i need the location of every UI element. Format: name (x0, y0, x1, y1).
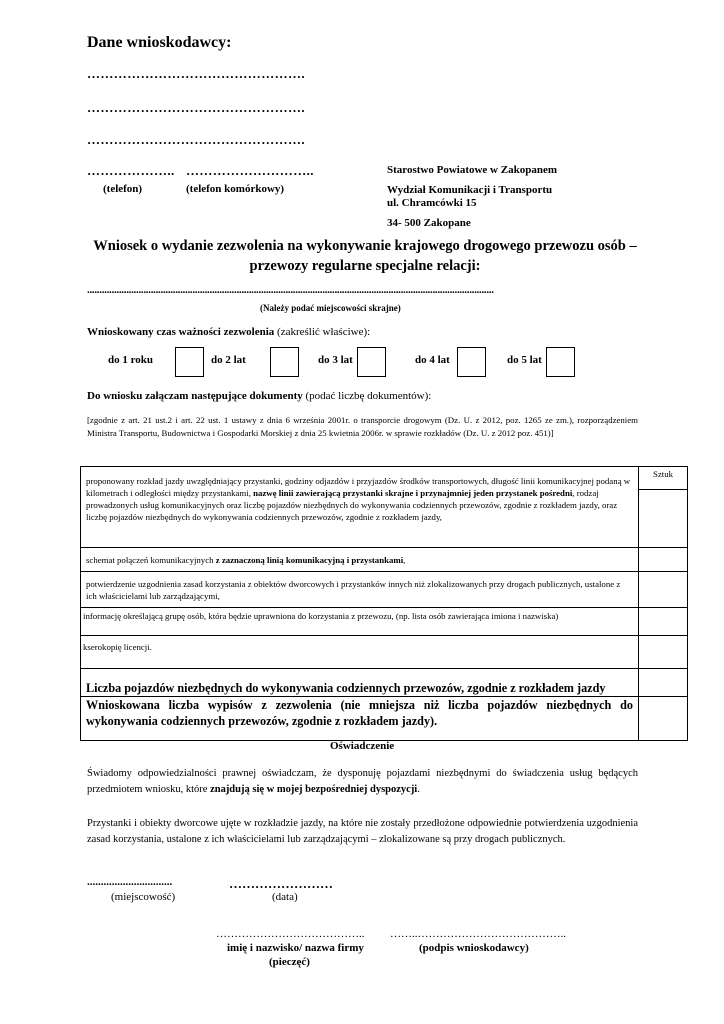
attachments-label (87, 390, 431, 402)
option-label-4: do 4 lat (415, 354, 450, 366)
date-field[interactable]: …………………… (229, 876, 333, 891)
name-label: imię i nazwisko/ nazwa firmy (227, 942, 364, 954)
mobile-label: (telefon komórkowy) (186, 183, 285, 195)
stamp-label: (pieczęć) (269, 956, 310, 968)
recipient-department: Wydział Komunikacji i Transportu (387, 184, 553, 196)
validity-label-bold: Wnioskowany czas ważności zezwolenia (87, 326, 275, 338)
signature-label: (podpis wnioskodawcy) (419, 942, 529, 954)
statement-p1-b: znajdują się w mojej bezpośredniej dyspozycji (210, 784, 418, 795)
doc-row-stations: potwierdzenie uzgodnienia zasad korzystania z obiektów dworcowych i przystanków innych niż zlokalizowanych przy drogach publicznych, ustalone z ich właścicielami lub zarządzającymi, (81, 572, 639, 608)
option-label-5: do 5 lat (507, 354, 542, 366)
document-title: Wniosek o wydanie zezwolenia na wykonywanie krajowego drogowego przewozu osób – przewozy regularne specjalne relacji: (93, 238, 637, 274)
statement-paragraph-2: Przystanki i obiekty dworcowe ujęte w rozkładzie jazdy, na które nie zostały przedłożone odpowiednie potwierdzenia uzgodnienia zasad korzystania, ustalone z ich właścicielami lub zarządzającymi – zlokalizowane są przy drogach publicznych. (87, 818, 638, 845)
checkbox-1-year[interactable] (175, 347, 204, 377)
doc-row-schedule-b: nazwę linii zawierającą przystanki skrajne i przynajmniej jeden przystanek pośredni (253, 488, 573, 498)
phone-field[interactable]: ……………….. (87, 163, 175, 178)
doc-row-scheme-a: schemat połączeń komunikacyjnych (86, 555, 216, 565)
validity-label-rest: (zakreślić właściwe): (274, 326, 371, 338)
doc-row-scheme-b: z zaznaczoną linią komunikacyjną i przystankami (215, 555, 404, 565)
validity-label (87, 326, 370, 338)
doc-row-schedule (81, 467, 639, 548)
statement-p1-c: . (417, 784, 420, 795)
vehicle-count-cell[interactable] (639, 669, 688, 697)
attachments-label-rest: (podać liczbę dokumentów): (302, 390, 432, 402)
doc-row-license: kserokopię licencji. (81, 636, 639, 669)
applicant-heading: Dane wnioskodawcy: (87, 34, 232, 51)
extracts-count-row: Wnioskowana liczba wypisów z zezwolenia (nie mniejsza niż liczba pojazdów niezbędnych do wykonywania codziennych przewozów, zgodnie z rozkładem jazdy). (81, 697, 639, 741)
vehicle-count-row: Liczba pojazdów niezbędnych do wykonywania codziennych przewozów, zgodnie z rozkładem jazdy (81, 669, 639, 697)
place-label: (miejscowość) (111, 891, 176, 903)
count-cell-license[interactable] (639, 636, 688, 669)
extracts-count-cell[interactable] (639, 697, 688, 741)
count-header: Sztuk (639, 467, 687, 490)
applicant-line-1[interactable]: …………………………………………. (87, 66, 306, 81)
checkbox-3-years[interactable] (357, 347, 386, 377)
applicant-line-2[interactable]: …………………………………………. (87, 100, 306, 115)
count-cell-scheme[interactable] (639, 548, 688, 572)
mobile-field[interactable]: ……………………….. (186, 163, 314, 178)
place-field[interactable]: ............................... (87, 876, 173, 888)
applicant-line-3[interactable]: …………………………………………. (87, 132, 306, 147)
count-cell-schedule[interactable] (639, 467, 688, 548)
recipient-city: 34- 500 Zakopane (387, 217, 471, 229)
legal-basis: [zgodnie z art. 21 ust.2 i art. 22 ust. 1 ustawy z dnia 6 września 2001r. o transporcie drogowym (Dz. U. z 2012, poz. 1265 ze zm.), rozporządzeniem Ministra Transportu, Budownictwa i Gospodarki Morskiej z dnia 25 kwietnia 2006r. w sprawie rozkładów (Dz. U. z 2012 poz. 451)] (87, 415, 638, 438)
statement-heading: Oświadczenie (330, 740, 395, 752)
option-label-2: do 2 lat (211, 354, 246, 366)
documents-table (80, 466, 688, 741)
doc-row-schedule-a: proponowany rozkład jazdy uwzględniający przystanki, godziny odjazdów i przyjazdów środków transportowych, długość linii komunikacyjnej podaną w kilometrach i odległości między przystankami, (86, 476, 631, 498)
doc-row-scheme-c: , (403, 555, 406, 565)
count-cell-stations[interactable] (639, 572, 688, 608)
option-label-3: do 3 lat (318, 354, 353, 366)
statement-p1-a: Świadomy odpowiedzialności prawnej oświadczam, że dysponuję pojazdami niezbędnymi do świadczenia usług będących przedmiotem wniosku, które (87, 768, 638, 795)
name-field[interactable]: ………………………………….. (216, 928, 365, 940)
checkbox-4-years[interactable] (457, 347, 486, 377)
signature-field[interactable]: ……..………………………………….. (390, 928, 566, 940)
recipient-street: ul. Chramcówki 15 (387, 197, 477, 209)
attachments-label-bold: Do wniosku załączam następujące dokumenty (87, 390, 303, 402)
route-field[interactable]: ...................................................................................................................................................................... (87, 284, 494, 296)
recipient-office: Starostwo Powiatowe w Zakopanem (387, 164, 557, 176)
count-cell-group[interactable] (639, 608, 688, 636)
date-label: (data) (272, 891, 298, 903)
checkbox-5-years[interactable] (546, 347, 575, 377)
doc-row-scheme (81, 548, 639, 572)
doc-row-group: informację określającą grupę osób, która będzie uprawniona do korzystania z przewozu, (np. lista osób zawierająca imiona i nazwiska) (81, 608, 639, 636)
doc-row-schedule-c: , rodzaj prowadzonych usług komunikacyjnych oraz liczbę pojazdów niezbędnych do wykonywania codziennych przewozów, zgodnie z rozkładem jazdy, oraz liczbę pojazdów niezbędnych do wykonywania codziennych przewozów, zgodnie z rozkładem jazdy, (86, 488, 618, 522)
option-label-1: do 1 roku (108, 354, 154, 366)
checkbox-2-years[interactable] (270, 347, 299, 377)
statement-paragraph-1 (87, 766, 638, 798)
route-note: (Należy podać miejscowości skrajne) (260, 303, 401, 313)
phone-label: (telefon) (103, 183, 143, 195)
